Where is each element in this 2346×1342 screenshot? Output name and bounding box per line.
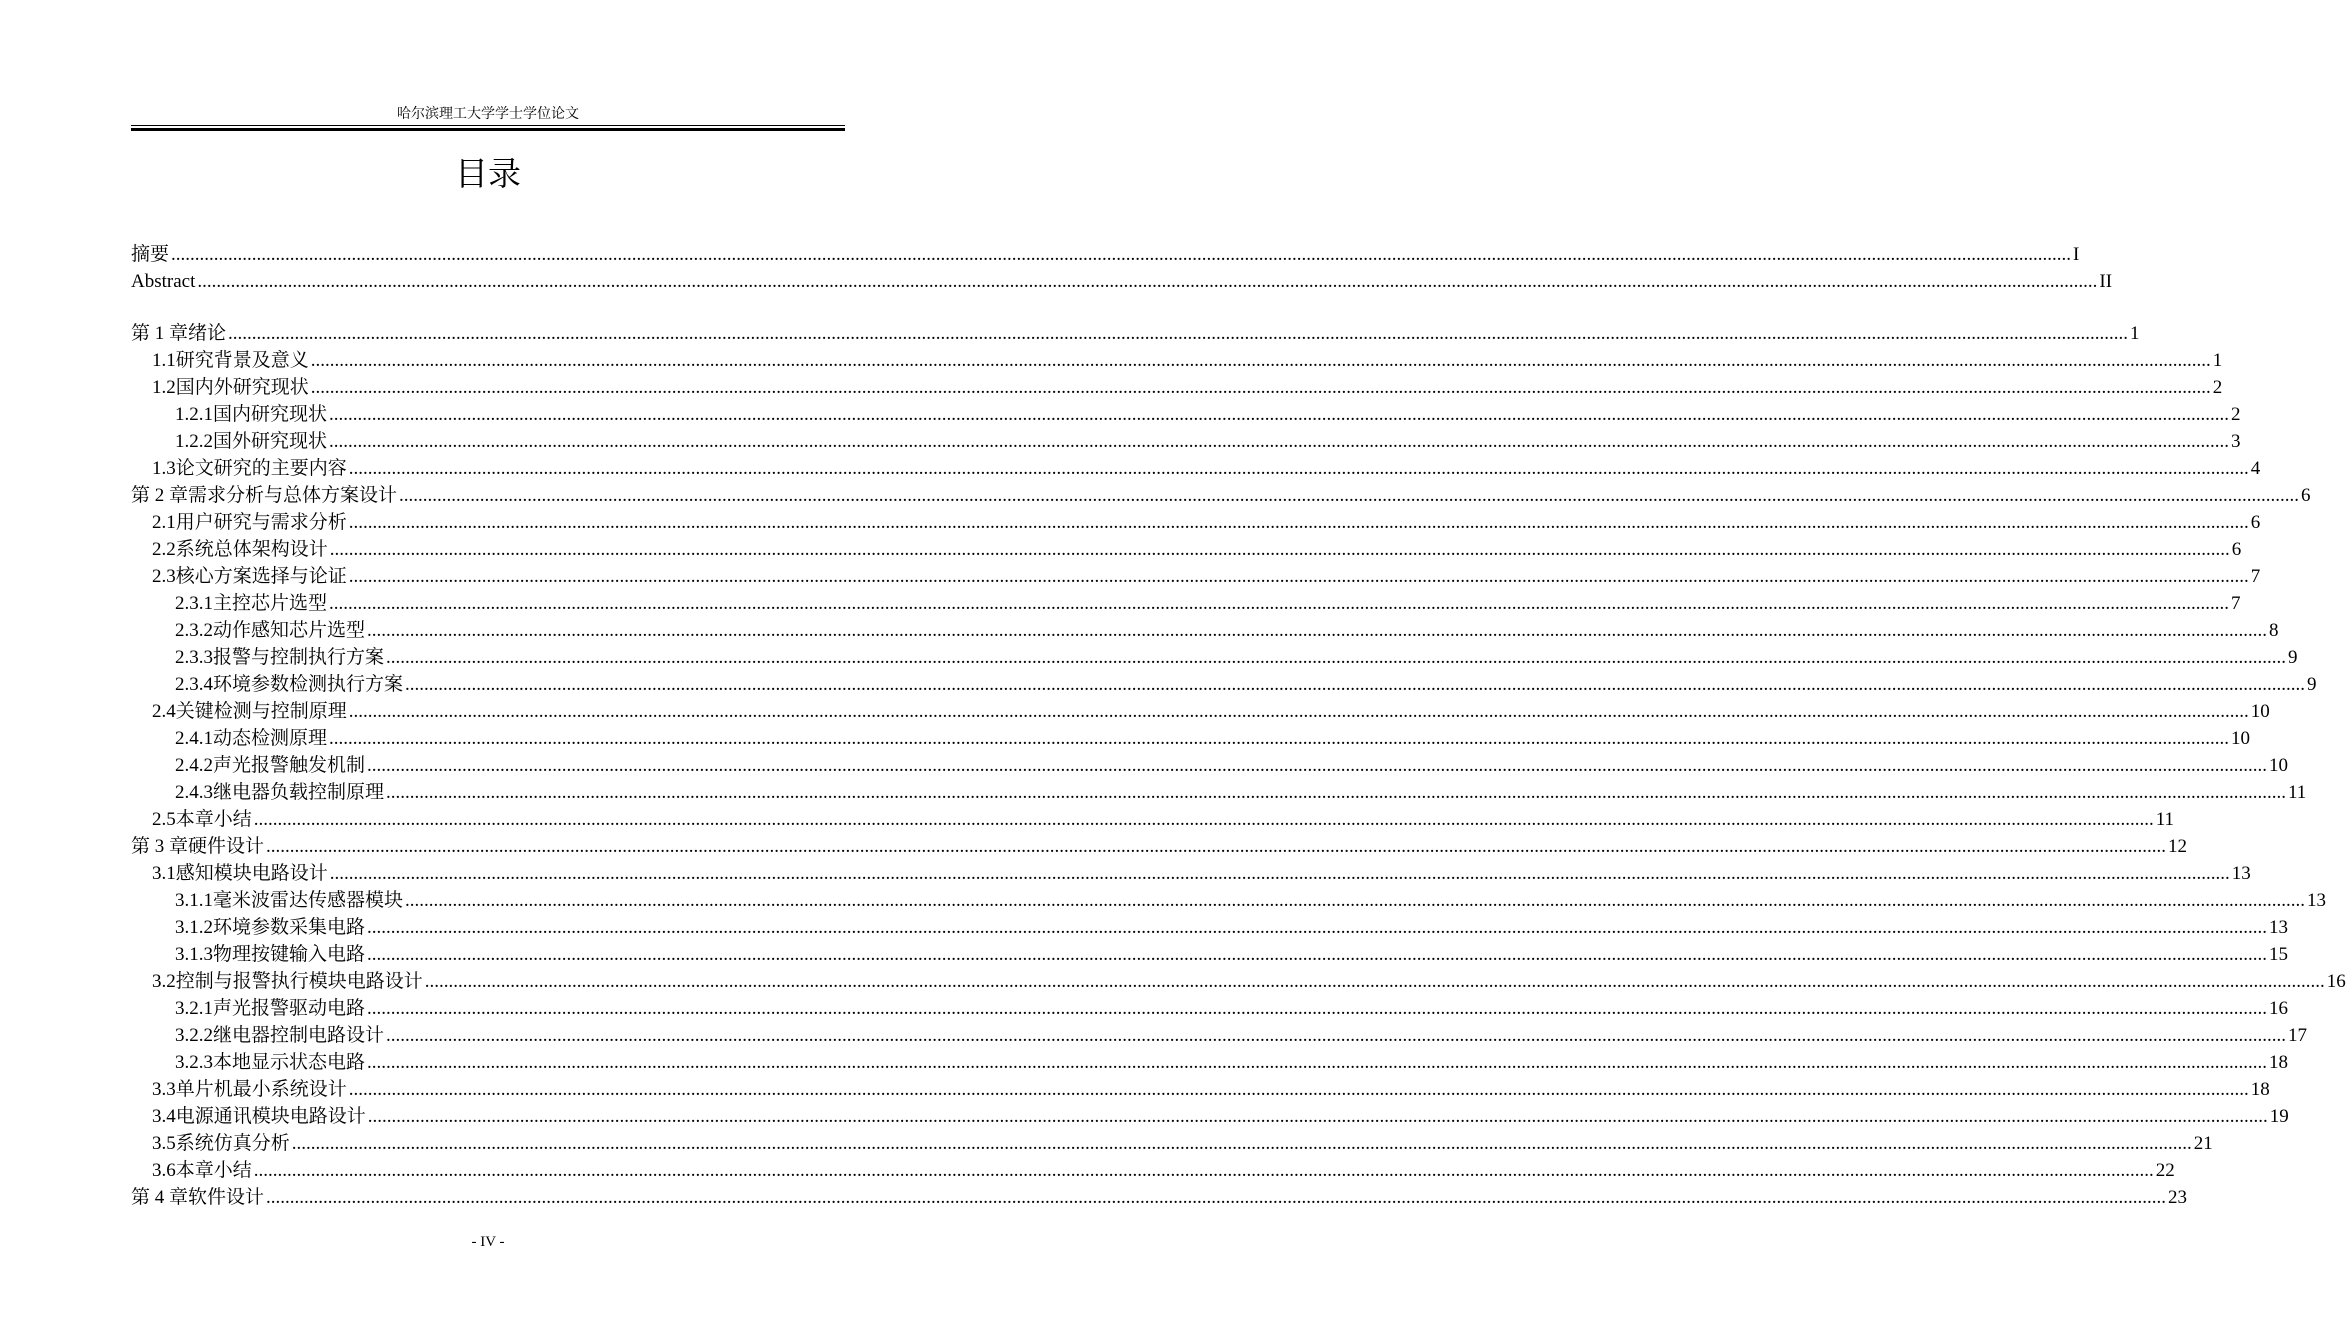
- toc-entry-title: 国外研究现状: [213, 431, 328, 452]
- toc-entry-page: 13: [2231, 863, 2251, 884]
- toc-dot-leader: ................................................................................................................................................................................................................................................................................................................................................................................................................: [253, 1160, 2154, 1181]
- toc-entry-page: 10: [2231, 728, 2251, 749]
- toc-entry-page: 2: [2231, 404, 2241, 425]
- toc-title: 目录: [455, 154, 521, 193]
- toc-entry: [131, 563, 2261, 590]
- toc-entry: [131, 752, 2289, 779]
- toc-entry-number: 1.3: [152, 458, 176, 479]
- header-rule-thick: [131, 128, 845, 131]
- toc-entry-title: 主控芯片选型: [213, 593, 328, 614]
- toc-entry-page: 16: [2269, 998, 2289, 1019]
- toc-dot-leader: ................................................................................................................................................................................................................................................................................................................................................................................................................: [171, 244, 2072, 265]
- toc-entry-page: 16: [2326, 971, 2346, 992]
- toc-entry-page: 6: [2231, 539, 2242, 560]
- toc-entry-title: 环境参数检测执行方案: [213, 674, 404, 695]
- toc-entry-page: 21: [2193, 1133, 2213, 1154]
- running-header: 哈尔滨理工大学学士学位论文: [397, 107, 579, 122]
- toc-entry-page: 11: [2155, 809, 2175, 830]
- toc-entry-page: 7: [2231, 593, 2241, 614]
- toc-entry: [131, 241, 2080, 268]
- toc-entry: [131, 1076, 2270, 1103]
- toc-entry: [131, 509, 2261, 536]
- toc-entry-page: 8: [2269, 620, 2279, 641]
- toc-dot-leader: ................................................................................................................................................................................................................................................................................................................................................................................................................: [348, 1079, 2249, 1100]
- toc-entry-title: 动作感知芯片选型: [213, 620, 366, 641]
- toc-entry-title: 控制与报警执行模块电路设计: [175, 971, 423, 992]
- toc-entry-page: 17: [2288, 1025, 2308, 1046]
- toc-dot-leader: ................................................................................................................................................................................................................................................................................................................................................................................................................: [228, 323, 2129, 344]
- toc-dot-leader: ................................................................................................................................................................................................................................................................................................................................................................................................................: [348, 701, 2249, 722]
- toc-dot-leader: ................................................................................................................................................................................................................................................................................................................................................................................................................: [329, 539, 2230, 560]
- table-of-contents: [131, 241, 2346, 1211]
- toc-entry-title: 本章小结: [175, 809, 252, 830]
- toc-entry-number: 2.4.3: [175, 782, 213, 803]
- toc-entry-page: 10: [2269, 755, 2289, 776]
- toc-entry-title: 系统总体架构设计: [175, 539, 328, 560]
- toc-entry-number: 2.3.3: [175, 647, 213, 668]
- toc-entry-number: 3.6: [152, 1160, 176, 1181]
- toc-entry-page: 10: [2250, 701, 2270, 722]
- toc-dot-leader: ................................................................................................................................................................................................................................................................................................................................................................................................................: [367, 1052, 2268, 1073]
- toc-dot-leader: ................................................................................................................................................................................................................................................................................................................................................................................................................: [310, 377, 2211, 398]
- toc-dot-leader: ................................................................................................................................................................................................................................................................................................................................................................................................................: [367, 755, 2268, 776]
- toc-entry: [131, 482, 2311, 509]
- toc-entry-page: 13: [2269, 917, 2289, 938]
- toc-dot-leader: ................................................................................................................................................................................................................................................................................................................................................................................................................: [329, 431, 2230, 452]
- toc-entry-title: 继电器负载控制原理: [213, 782, 385, 803]
- toc-entry: [131, 887, 2327, 914]
- toc-entry-number: 1.2: [152, 377, 176, 398]
- toc-entry-title: 核心方案选择与论证: [175, 566, 347, 587]
- toc-entry-page: 6: [2301, 485, 2311, 506]
- toc-entry: [131, 1157, 2175, 1184]
- toc-entry: [131, 779, 2307, 806]
- toc-entry-number: 2.3.2: [175, 620, 213, 641]
- toc-entry: [131, 941, 2289, 968]
- toc-entry-page: 9: [2288, 647, 2298, 668]
- toc-entry: [131, 914, 2289, 941]
- toc-entry: [131, 644, 2298, 671]
- toc-entry-page: I: [2073, 244, 2080, 265]
- toc-entry: [131, 725, 2251, 752]
- toc-entry-title: 声光报警驱动电路: [213, 998, 366, 1019]
- toc-dot-leader: ................................................................................................................................................................................................................................................................................................................................................................................................................: [399, 485, 2300, 506]
- toc-entry: [131, 320, 2140, 347]
- toc-entry-number: 第 1 章: [131, 323, 189, 344]
- toc-entry-number: 1.1: [152, 350, 176, 371]
- toc-entry: [131, 617, 2279, 644]
- toc-dot-leader: ................................................................................................................................................................................................................................................................................................................................................................................................................: [405, 890, 2306, 911]
- toc-dot-leader: ................................................................................................................................................................................................................................................................................................................................................................................................................: [291, 1133, 2192, 1154]
- toc-entry-number: 3.1.2: [175, 917, 213, 938]
- toc-entry-title: 关键检测与控制原理: [175, 701, 347, 722]
- toc-dot-leader: ................................................................................................................................................................................................................................................................................................................................................................................................................: [329, 863, 2230, 884]
- toc-dot-leader: ................................................................................................................................................................................................................................................................................................................................................................................................................: [405, 674, 2306, 695]
- toc-entry-page: 1: [2212, 350, 2223, 371]
- toc-entry-number: 3.2: [152, 971, 176, 992]
- toc-entry-number: 第 2 章: [131, 485, 189, 506]
- toc-entry-title: 环境参数采集电路: [213, 917, 366, 938]
- toc-entry-number: 3.2.2: [175, 1025, 213, 1046]
- toc-entry: [131, 428, 2241, 455]
- toc-dot-leader: ................................................................................................................................................................................................................................................................................................................................................................................................................: [367, 620, 2268, 641]
- toc-entry-number: 2.4.2: [175, 755, 213, 776]
- toc-entry-page: II: [2099, 271, 2113, 292]
- toc-entry-title: 毫米波雷达传感器模块: [213, 890, 404, 911]
- toc-entry-number: 3.2.3: [175, 1052, 213, 1073]
- toc-dot-leader: ................................................................................................................................................................................................................................................................................................................................................................................................................: [386, 647, 2287, 668]
- toc-entry: [131, 590, 2241, 617]
- toc-entry-title: 硬件设计: [188, 836, 265, 857]
- toc-dot-leader: ................................................................................................................................................................................................................................................................................................................................................................................................................: [424, 971, 2325, 992]
- toc-entry-title: 动态检测原理: [213, 728, 328, 749]
- toc-entry-title: 报警与控制执行方案: [213, 647, 385, 668]
- toc-entry-number: 2.3.1: [175, 593, 213, 614]
- toc-entry-page: 3: [2231, 431, 2241, 452]
- toc-entry-title: 研究背景及意义: [175, 350, 309, 371]
- toc-dot-leader: ................................................................................................................................................................................................................................................................................................................................................................................................................: [266, 836, 2167, 857]
- header-rule-thin: [131, 125, 845, 126]
- toc-entry-number: 2.3: [152, 566, 176, 587]
- toc-entry-number: 3.2.1: [175, 998, 213, 1019]
- toc-entry-number: 3.4: [152, 1106, 176, 1127]
- toc-dot-leader: ................................................................................................................................................................................................................................................................................................................................................................................................................: [310, 350, 2211, 371]
- toc-entry: [131, 1184, 2188, 1211]
- toc-entry: [131, 1049, 2289, 1076]
- toc-entry-title: 感知模块电路设计: [175, 863, 328, 884]
- toc-entry-number: 1.2.1: [175, 404, 213, 425]
- toc-dot-leader: ................................................................................................................................................................................................................................................................................................................................................................................................................: [329, 728, 2230, 749]
- toc-entry-number: 2.5: [152, 809, 176, 830]
- toc-entry-title: 摘要: [131, 244, 170, 265]
- toc-entry-title: 继电器控制电路设计: [213, 1025, 385, 1046]
- toc-entry-number: 3.1: [152, 863, 176, 884]
- toc-entry-number: 2.2: [152, 539, 176, 560]
- toc-entry: [131, 1022, 2308, 1049]
- toc-entry-title: 需求分析与总体方案设计: [188, 485, 398, 506]
- toc-entry-page: 9: [2307, 674, 2317, 695]
- toc-entry: [131, 995, 2289, 1022]
- toc-entry-page: 22: [2155, 1160, 2175, 1181]
- toc-entry-number: 3.5: [152, 1133, 176, 1154]
- toc-entry-page: 4: [2250, 458, 2261, 479]
- toc-entry-number: 第 4 章: [131, 1187, 189, 1208]
- toc-entry: [131, 455, 2261, 482]
- toc-entry-title: 软件设计: [188, 1187, 265, 1208]
- toc-entry: [131, 806, 2175, 833]
- toc-dot-leader: ................................................................................................................................................................................................................................................................................................................................................................................................................: [197, 271, 2098, 292]
- toc-dot-leader: ................................................................................................................................................................................................................................................................................................................................................................................................................: [253, 809, 2154, 830]
- toc-entry-page: 18: [2269, 1052, 2289, 1073]
- toc-entry-page: 7: [2250, 566, 2261, 587]
- toc-entry-page: 11: [2288, 782, 2307, 803]
- toc-entry-title: 本地显示状态电路: [213, 1052, 366, 1073]
- toc-entry: [131, 698, 2270, 725]
- toc-entry-number: 3.1.1: [175, 890, 213, 911]
- toc-entry-number: 2.3.4: [175, 674, 213, 695]
- toc-entry: [131, 860, 2251, 887]
- toc-entry-title: 论文研究的主要内容: [175, 458, 347, 479]
- toc-entry-number: 2.4.1: [175, 728, 213, 749]
- toc-dot-leader: ................................................................................................................................................................................................................................................................................................................................................................................................................: [367, 917, 2268, 938]
- toc-entry-title: 绪论: [188, 323, 227, 344]
- toc-entry: [131, 1130, 2213, 1157]
- toc-entry-page: 19: [2269, 1106, 2289, 1127]
- toc-entry-page: 1: [2130, 323, 2140, 344]
- toc-entry: [131, 347, 2223, 374]
- toc-entry: [131, 968, 2346, 995]
- toc-entry-page: 23: [2168, 1187, 2188, 1208]
- toc-entry-title: Abstract: [131, 271, 196, 292]
- toc-dot-leader: ................................................................................................................................................................................................................................................................................................................................................................................................................: [329, 404, 2230, 425]
- toc-entry-title: 本章小结: [175, 1160, 252, 1181]
- toc-entry-page: 6: [2250, 512, 2261, 533]
- toc-entry-title: 系统仿真分析: [175, 1133, 290, 1154]
- page-number-footer: - IV -: [471, 1234, 505, 1250]
- toc-entry-page: 15: [2269, 944, 2289, 965]
- toc-entry: [131, 671, 2317, 698]
- toc-entry-page: 2: [2212, 377, 2223, 398]
- toc-entry-number: 3.3: [152, 1079, 176, 1100]
- toc-entry: [131, 374, 2223, 401]
- toc-entry-title: 电源通讯模块电路设计: [175, 1106, 366, 1127]
- toc-entry-page: 13: [2307, 890, 2327, 911]
- toc-dot-leader: ................................................................................................................................................................................................................................................................................................................................................................................................................: [348, 512, 2249, 533]
- toc-entry-title: 用户研究与需求分析: [175, 512, 347, 533]
- toc-entry: [131, 536, 2242, 563]
- toc-entry-number: 3.1.3: [175, 944, 213, 965]
- toc-entry-title: 物理按键输入电路: [213, 944, 366, 965]
- toc-entry-title: 单片机最小系统设计: [175, 1079, 347, 1100]
- toc-entry: [131, 401, 2241, 428]
- toc-entry-number: 第 3 章: [131, 836, 189, 857]
- toc-dot-leader: ................................................................................................................................................................................................................................................................................................................................................................................................................: [329, 593, 2230, 614]
- toc-dot-leader: ................................................................................................................................................................................................................................................................................................................................................................................................................: [367, 998, 2268, 1019]
- toc-dot-leader: ................................................................................................................................................................................................................................................................................................................................................................................................................: [367, 1106, 2268, 1127]
- toc-dot-leader: ................................................................................................................................................................................................................................................................................................................................................................................................................: [348, 566, 2249, 587]
- toc-dot-leader: ................................................................................................................................................................................................................................................................................................................................................................................................................: [386, 782, 2287, 803]
- toc-dot-leader: ................................................................................................................................................................................................................................................................................................................................................................................................................: [367, 944, 2268, 965]
- toc-entry-number: 2.4: [152, 701, 176, 722]
- toc-entry: [131, 1103, 2289, 1130]
- toc-dot-leader: ................................................................................................................................................................................................................................................................................................................................................................................................................: [266, 1187, 2167, 1208]
- toc-entry-page: 12: [2168, 836, 2188, 857]
- toc-dot-leader: ................................................................................................................................................................................................................................................................................................................................................................................................................: [386, 1025, 2287, 1046]
- toc-dot-leader: ................................................................................................................................................................................................................................................................................................................................................................................................................: [348, 458, 2249, 479]
- toc-entry-title: 国内外研究现状: [175, 377, 309, 398]
- toc-entry-title: 国内研究现状: [213, 404, 328, 425]
- toc-entry-page: 18: [2250, 1079, 2270, 1100]
- toc-entry: [131, 833, 2188, 860]
- toc-entry-number: 1.2.2: [175, 431, 213, 452]
- toc-entry: [131, 268, 2113, 295]
- toc-entry-title: 声光报警触发机制: [213, 755, 366, 776]
- toc-entry-number: 2.1: [152, 512, 176, 533]
